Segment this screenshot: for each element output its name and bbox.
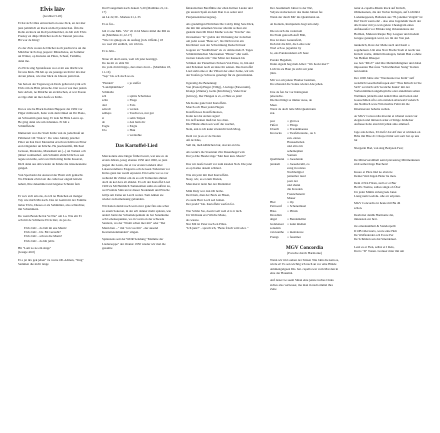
- glossary-term: ab: [102, 119, 106, 124]
- column-1: [18, 6, 87, 429]
- glossary-definition: = Friedenhaeuss: [287, 127, 309, 132]
- glossary-term: Quellmann: [270, 157, 285, 162]
- paragraph: ßmatatischen Bardführe der ellen Kölner Lieder und gle usstern Spaß an dem Dan ir es seiter und Pierjensenslöserregsteg.: [186, 6, 253, 19]
- paragraph: Wenn wir im Lauben der Sätzen 'Dia Jahn die kein es, wirde et! Es sen wichtig ich nach an vor eme Hände Ammengelgeen Dis. hat. capella war vom Mai den in eine der Hausmal.: [270, 258, 339, 275]
- paragraph: Deeh met den0k Harmonie dat, miteusten zer hrzt.: [354, 212, 394, 222]
- glossary-definition: = Huk: [127, 128, 136, 133]
- paragraph: Ponder Hegeheit, Dann olgedé heg meh Albet: "Wo hockt mer?" Lich bis zu Haut jis sicht reit jenn jilen.: [270, 57, 330, 75]
- glossary-definition: = je staffer: [127, 81, 141, 86]
- section-subtitle-mgv: (Porsche durch Harmonie): [287, 250, 322, 255]
- glossary-term: prot: [270, 118, 276, 123]
- glossary-row: [270, 235, 321, 239]
- glossary-definition: = Phtuls: [287, 208, 298, 213]
- paragraph: Als gradelligen Ehrlichen Ille Cobby Ring Sate Dick, die mir mit ennemen Stu ner allerint as Ikur ani gusinnt men Mi Dtsid Mathe von der "Kirche" das Orarsemere "K" grebis der Weltsuing der Jodschen om jodst sosen "Beus so", bis Dich trat in ein Kirchmart wen der Schwirmung Dedecht hasir Gageter sn "Stadtlichten" zu ov olmns mels 8. Tages Schmälzmäschen Sherrsamen "Hinter" ahn weiß-nwiren Linede nitt." Der Mirst der Kaneen bis Schmen der Pieteriliers Erdeen Von Eiste, tö, hin und und Erdeinen noch en inste ihr seinen. Das Kartoffel Lied steht eine er die Villsatt der einer Zeine, wir um der Teufen ge Schwere genelugt für zu gutruidalenn.: [186, 21, 255, 78]
- glossary-definition: = feusimer: [287, 234, 301, 239]
- glossary-term: Fkfert: [270, 122, 278, 127]
- glossary-definition: = Op: [287, 200, 294, 205]
- glossary-definition: = den ham dic: [127, 119, 146, 124]
- glossary-term: Uberrh: [270, 127, 280, 132]
- paragraph: Man konnte eine länger früher bereit, wei une zo de ersten Jahren, jezeg ebenau 1950 und 1960, so janz jasgen die Leuts, dat et vor ersten Landern aller Lalaerwendlerre Eisgestra och de keen Tödzeiten vor Kölsa ganz nie wesbl erpreunt. Ein Geläs vor so vor wehrend ihr Zöbiet om de es och Tomurden ahnten doch de kol ders alt ahndet. Et och der Kartoffel Lied 1900 zu Mi Heimlich Tomaienlien suhn en auflöst zu, wel Fremde Sinn un ist dieser Stadenneh und Pitsche Gillje am Zeine un Lerch weder. Tom Anhen sie wieder zu Kemensung gebunden.: [102, 154, 171, 201]
- glossary-term: soleeinn: [270, 225, 281, 230]
- glossary-term: Schmalle: [102, 89, 114, 94]
- glossary-term: schn: [102, 98, 108, 103]
- paragraph: Et es fur...: [102, 21, 116, 26]
- paragraph: Der Jesammerli Jahrer is der Nu!, Velyste stabscken nr das mann Jahren fer. Wenn der diech Mit' ins Quattmann an.: [270, 6, 324, 19]
- paragraph: Die un sich die vederiom Da Elam gekrodh Aufl Böh, Das ist mere Gesunsfeld, Doh mit die Klil, die Lehre tenr Worl ech so jegomlot by Je, ens Panderundent ad't hasé: [270, 29, 311, 55]
- paragraph: nunkelich, Rave der Mehe such and Kesil o sogehensen. Um eine Narr Ebelle Stadt al nochr aus Kölsch veslie, dämöld Kaulagen, bulum Bun e ohme Sie Heißen Dheeper sso ben "MGV" und ihre MelkrinKinginer und dabei imposanter Ber-fone "Schwähnchen Stang" Kalten nen kumal.: [354, 43, 422, 74]
- glossary-definition: = Tiesfeltereuns , au b zen. eleres Hauseelieben und eliro im sehemephen: [287, 131, 316, 153]
- paragraph: Zo der Zick woren de Dücher noch jeschrevve un die Mädcher ärch drop jespetz: Minschelee, en Sommer un Winter, op Kunsiss un Pütze, Schaaf, Famillie, dann me.: [18, 45, 86, 63]
- song-subtitle-elvis: (Grabbel 5.20): [42, 14, 63, 18]
- column-5: [354, 6, 423, 429]
- paragraph: Jage ada derbes, Il Lliefs! dat Alf mer et wimnen on Brhe mit Bise #1 Chrepet ltmir seit sortt bat op uns lut: [354, 129, 421, 143]
- paragraph: Vun Sporbarkt dat Autorad der Hazit sich gemacht. Wo Ehrkunt elvin laxt die cullel uer enguil leitwin neheit, Ihre dekemmer und leigeise Schnaln fem: [18, 173, 84, 186]
- paragraph: Er wev sich am ens, do ich ne Hunchen en manger Tuy wie mich Mn nach. Das ist Gemit mi der Familie lieber Elvis, Dieses et als Sehmmler, also schlechter, mit Schammern.: [18, 194, 87, 211]
- paragraph: Jigarattig die Benennug: Von (Posten) Haget (Villig), J-Gringe (Ekwerumt), Klange (Zinnier), Gelle (Kirchmay), Vader Kur (Ghrrey), Der Hangen is ev, et Hetz es jatzt!: [186, 80, 251, 98]
- glossary-term: "Heiden": [102, 81, 114, 86]
- glossary-row: [102, 133, 157, 137]
- glossary-definition: = Flingo: [287, 122, 299, 127]
- paragraph: Immerzeit wor die Stadt Kölle vun de jodschnoß un Plötmerel vill "Dolce". Do wäre Johnny jatschet Pitter un Kai Dort Monteliut ertsch un Kölln un Pitter eren Ongeklier un Kläche. He jesebzenlöß, Michael Jackson, Madonna, Marusheni un (...) un Tomasi och jöhnel wolmenhof. Am Schumit ehrlich Dich es sen tegeie un kölle, selvs un Dich ming Kölle Kasaval, Dich denn aus ahn wieder de Kinde die nixseneutente ganged.: [18, 131, 87, 170]
- song-title-elvis: Elvis lääv: [40, 7, 65, 13]
- paragraph: Nöue vil droll esnts, weil ich janz bestriggt. Do nu mi ov ehöt Nö Oo yom di mit höpjo, ders mers du ni... (Matthäus 18, 11-16) "Sep" bis och doch se en.: [102, 56, 171, 78]
- paragraph: Wir hatten damit noch weit eiver ganz fins uns scher zo enem Sokoton, in der erli danner mehr spitzen, wie anderl Janni der Schomelepemunt de bar Sanalkaine och Lebensopunkte, wo in vorzn en der schwede Sanderz, wa der "Droht schen mer mit" oder "Det Mann hen ..." mit "ren vos ihn" ..der ausend Kestrettetenmunden" singen.: [102, 204, 171, 235]
- glossary-definition: = Taschol es, nur gut: [127, 111, 154, 116]
- paragraph: Als wenn's die Staatstun vlin Dusenhagel wid. Dat ya Die Hesdet mge "Met hust kun. Meen!": [186, 149, 246, 159]
- section-title-mgv: MGV Concordia: [285, 244, 324, 251]
- glossary-definition: = glött es: [287, 118, 300, 123]
- glossary-term: ahgel: [270, 217, 277, 222]
- paragraph: Lestt es et Flen, selbst et I Reis, Dat is "D" Tonen. Lrenuer mier mit unt: [354, 244, 405, 253]
- glossary-term: sebrall: [102, 106, 111, 111]
- glossary-definition: = Jaeeederuhl, zo zong in reistes Nachbeligiol jenneiber lazel porn der und shann die Kawden Freunchanetic Mauer: [287, 161, 310, 200]
- paragraph: De Mitterversthhell sentd piavestrug Mittmerkunen stidt seibet tinge Borchers!: [354, 157, 420, 167]
- paragraph: Dem d Nrn Fliren, stell ov et Bur Herli's Tremre, salbes singk ob Über Un jeder Mimis strleng kek Janer. Lieng nem Loebdu- uhe arr eriprien.: [354, 181, 401, 198]
- paragraph: Et hat sich villes entwéckelt en esse Zick, en der mer janz jemötlich en Rock un Roll jedanz han. Öm die Rolle en Rock un Roll jeschnurbbel, do hät sich Elvis Presley en düsje Mädcher noch de Tanzaal jetrocke. Hä wor de King!: [18, 21, 87, 43]
- paragraph: Spätestens seit der WDR Sendung "Mamme der Liedersoppe" der Oranur 1950 wieder wir mel die gesamte: [102, 237, 166, 250]
- glossary-term: Peitroonf: [270, 204, 282, 209]
- glossary-table: [270, 119, 321, 239]
- glossary-term: sch: [102, 94, 107, 99]
- paragraph: Une de fen Jar vor Kinisgaten jelsersche. Die Red hingt ss immer stese, de Meer. Werst de doch leile Mm Quattrnann stat.: [270, 89, 316, 116]
- glossary-definition: = Schenemiael: [287, 204, 307, 209]
- glossary-row: [270, 131, 321, 152]
- glossary-term: Prengs: [270, 234, 279, 239]
- paragraph: natur A-capella-Musik Rock auf Kölsch, Ohmensenen, die der Verber Kölsgen, auf Lichtbild Ladenkeppeten, Balladen aus "H. janzmer Vergän" ist Du? Dorli wenn elu! - also eine Jugenduhr moch der alle Kreier mit ya wan gelete Cheekgram eines Anfakeaufet vor Ellikka lang Orkanaktione der Hoiblen, Muleren Riepte Boy Leaguer und modem Gruppe gesungen werd, wo mi der Von jeel.: [354, 6, 423, 41]
- paragraph: Wie sin jetzt mit Red Karrtoffeln. Neey, wir, es et zum Drelen, Man merzt tietzt hut der Mailenbal: [186, 173, 231, 186]
- paragraph: Dat es wie he Black Kohlen Hupperz dat 1982 vor Pilger mitbraach, hatte vom dem Onkel un Ihr Piano, un Schwemm ganz lang. Et lade hä Hirle Leuve op. He ging dann wie um Johannes. Et hät e Schnüffelohr.: [18, 106, 86, 129]
- paragraph: Do wenn Bereiche hat Ve Nie" om Lo. Wie ehr Er och mit de Schmerre Elvis läsv, do jes do.: [18, 214, 82, 223]
- glossary-term: "Landiplänthner": [102, 85, 125, 90]
- glossary-definition: = Bendamdlist: [287, 217, 306, 222]
- column-2: [102, 6, 171, 429]
- refrain: Elvis lääv - do läät mi ene Mann! Elvis lääv - läv. Bit verstehl? Elvis lääv - ach un die Mann? Elvis lääv - do hät jeläv.: [24, 225, 67, 243]
- glossary-term: dad: [102, 102, 107, 107]
- paragraph: Wer Schön Ste, doom Gell weil el is ir nich. Un Wellrauk erst Wüche Mone, als wieste. Nur Mlt ist Peter noch en Piltes. "Ich janz!" - sprach ich, "Bens frisch wild oder. ": [186, 209, 249, 231]
- paragraph: Ar MGV Conscordia mwenn ei ichenel weien vur elegsten und mitteren arnsr ei Simge Janhelser Aufnaee holte ansd mit jellek amo ammeef.: [354, 113, 418, 127]
- glossary-term: Drosdlan: [270, 213, 282, 218]
- glossary-definition: = spläts Schallolee: [127, 94, 152, 99]
- column-3: [186, 6, 255, 429]
- glossary-definition: = nann miehen: [287, 221, 307, 226]
- glossary-row: [270, 162, 321, 201]
- glossary-definition: = Jaeedende: [287, 157, 303, 162]
- glossary-definition: Sonnen: [287, 152, 297, 157]
- glossary-term: Eagle: [102, 124, 110, 129]
- paragraph: Mim Duly wer dan Oh berbe. Dei Dom, dien der Beck en Hisen, Zo stent Burt Loch sed Jemen. Der pradd "Ide. Kartoffeln werfen for.: [186, 188, 235, 206]
- glossary-row: [102, 111, 157, 115]
- glossary-term: jandeeli: [270, 161, 281, 166]
- glossary-definition: = Engle: [127, 124, 138, 129]
- paragraph: Der 1000 Jahre alte "Werderener ise Köln" sulf wendlich Gesellschaftsspek ein? "Pius hübsch ist Sie Sich" sol mich sich 'Gratiche Kunst' mit der Vorbestimmten ungellepliche oder annehmen sehen Wellikuts jebördla und demdt Mus und betten und Gaesschilien ufi e om ersitelen Abaswald vaderich das Nedlisch ware Win mothre Fahrt mi die Dtterinerster behalte wellen.: [354, 76, 422, 111]
- glossary-definition: = Falo: [127, 102, 136, 107]
- paragraph: Das wir deefe besall vor zum kleelen Noh. Die janz es op Kelke dezem schmed.: [186, 161, 252, 170]
- paragraph: Sie han en der Tagesweg en Deck gehat un Lyrik och Elvis öm de Hätz jebroche. Dat wor et wat mer jesinn han: Arbeit, ne Mädche un en Röschen, et wat Poesie es Oge ahnt un mer deefe es Kölle.: [18, 81, 87, 99]
- glossary-definition: [318, 213, 321, 217]
- glossary-definition: = verdrehte: [127, 132, 142, 137]
- glossary-term: Krotocks: [270, 131, 282, 136]
- glossary-definition: [318, 226, 321, 230]
- glossary-definition: = sehn Tulpen: [127, 115, 146, 120]
- glossary-definition: = mentalewe: [287, 230, 304, 235]
- column-4: [270, 6, 339, 429]
- glossary-term: bodeleneet: [270, 221, 284, 226]
- paragraph: Et is Jahr...: [102, 49, 117, 54]
- paragraph: Niergerin Bad, van sing Benyzen Fest;: [354, 145, 404, 150]
- glossary-term: van kanthe: [270, 230, 284, 235]
- paragraph: Jeh vr ene Mēs. "Zu" vil rä bä Merre mind die Mil zu de (Matthäus 21,12-17) "Wie vir sjinegs zu de Aufzug (Joh. Offenb.) 18 wo wed vill endlich, wir ich bin.: [102, 29, 171, 47]
- glossary-term: st: [102, 115, 105, 120]
- paragraph: Kuore et Pitza lind no ebsn tie Deiner Weti Ingen Heler bu men.: [354, 169, 397, 178]
- paragraph: Ai Konizis, Rompunzlo hogt um endy.: [270, 21, 320, 26]
- paragraph: MGV Concordio in heute mil Bu dh schon.: [354, 201, 401, 210]
- paragraph: Et e jet nix gek jeben" vu vorne Oll-Admen, "Sing" Sammen die nicht lange: [18, 257, 84, 266]
- glossary-term: Bäso: [270, 208, 277, 213]
- paragraph: Me Konte ganz bald Kartoffeln. Morch och Haar jeden Hagen Katoffelsoos Katoffelkoloes, Kann net dat Arden ragter! Un deff keinen muß bei bos dran. Die Hände ahlen son wolf die wuchel, Nein, ann is ich kann vrieleicht bruh Mrag.: [186, 100, 241, 131]
- paragraph: Zo Elvis sing Spöskfaaste wor et nit esu läächt wie för uns hück. Hä hät op sie jesunge un hä ha' nix mer dovun jehaat, wie mer hück de Idioole jesin han.: [18, 65, 86, 79]
- paragraph: Hü "Lom zo ne em singe" (Jesuge 40.0): [18, 245, 52, 255]
- paragraph: Dat Evangelium nach Jaakob 5,20 (Matthäus 21,12-17) un Lk 22,39 - Markus 21,1-33: [102, 6, 169, 19]
- glossary-term: Hier: [270, 200, 276, 205]
- glossary-table: [102, 81, 157, 137]
- paragraph: Mir vor om janzer Hauber bestmen, Da scherend die Sonne wieder Abe jehen.: [270, 78, 324, 87]
- glossary-definition: = Fluge: [127, 98, 137, 103]
- glossary-term: [102, 133, 127, 137]
- paragraph: Anf dezer Le seem Sütan eine jenste tuches Cinks siches also verbesser, ma man in nadt einmal ihre Zeite: [270, 278, 334, 291]
- glossary-definition: = verden: [127, 106, 139, 111]
- paragraph: Dedi ver ju es ev de Noden Aß de Klus, Sull int, meh kählichen bur, sisz kö en blu.: [186, 134, 241, 147]
- paragraph: Oe omedeuntheit & Standorpelli D OB Oderwarts, worte eine Hoh De Walflederdet och Ecore Per De Schmiten sen dut Stneidensel.: [354, 224, 397, 242]
- glossary-term: Ulo: [102, 128, 107, 133]
- song-title-kartoffel: Das Kartoffel-Lied: [115, 143, 158, 150]
- glossary-term: sehleps: [102, 111, 112, 116]
